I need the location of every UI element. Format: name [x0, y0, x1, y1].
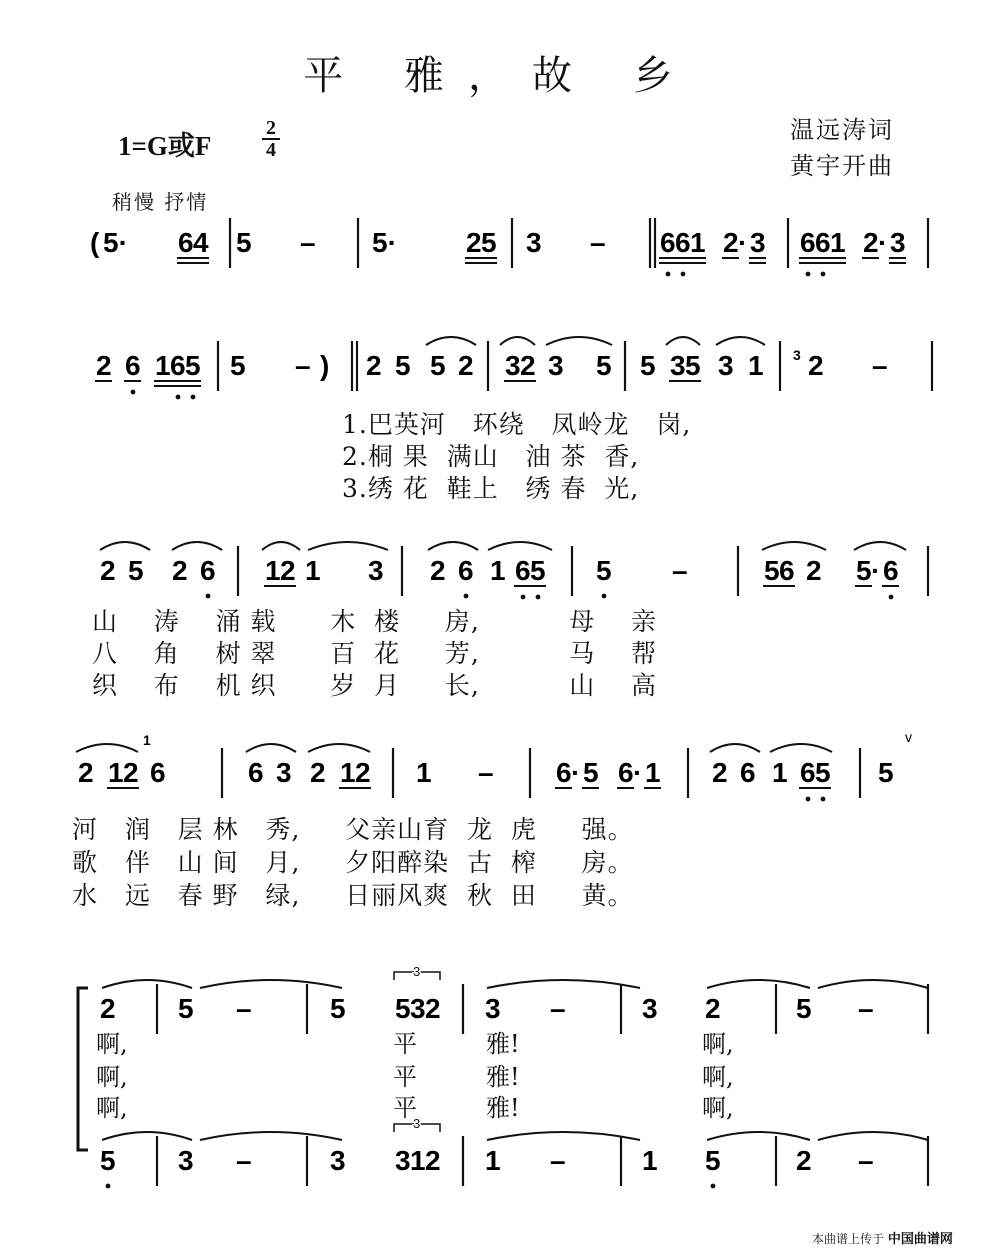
low-octave-dot [536, 595, 541, 600]
verse2-line3: 歌 伴 山 间 月, 夕阳醉染 古 榨 房。 [72, 848, 634, 877]
note-digit: 3 [276, 757, 292, 788]
note-digit: 3 [395, 1145, 411, 1176]
note-digit: 3 [410, 993, 426, 1024]
note-digit: 3 [670, 350, 686, 381]
note-digit: 1 [690, 227, 706, 258]
verse2-line2: 八 角 树 翠 百 花 芳, 马 帮 [92, 639, 658, 668]
note-digit: 6 [740, 757, 756, 788]
note-digit: 5 [583, 757, 599, 788]
note-digit: 2 [806, 555, 822, 586]
note-digit: 1 [305, 555, 321, 586]
slur-arc [854, 542, 906, 550]
note-digit: 6 [200, 555, 216, 586]
time-signature-top: 2 [262, 118, 280, 140]
note-digit: 5 [815, 757, 831, 788]
slur-arc [487, 980, 640, 988]
note-digit: 3 [330, 1145, 346, 1176]
slur-arc [770, 744, 832, 752]
verse1-line1: 1.巴英河 环绕 凤岭龙 岗, [342, 410, 692, 439]
note-digit: 6 [515, 555, 531, 586]
note-digit: 2 [123, 757, 139, 788]
note-digit: 5 [430, 350, 446, 381]
note-digit: 3 [890, 227, 906, 258]
chorus-lyric-ping: 平 [393, 1094, 417, 1122]
meter-change-mark: 3 [793, 347, 801, 363]
low-octave-dot [602, 594, 607, 599]
note-digit: 1 [416, 757, 432, 788]
slur-arc [200, 980, 342, 988]
note-digit: 1 [340, 757, 356, 788]
slur-arc [102, 980, 192, 988]
note-digit: 2 [100, 555, 116, 586]
low-octave-dot [806, 797, 811, 802]
low-octave-dot [821, 272, 826, 277]
note-digit: 2 [808, 350, 824, 381]
note-digit: 3 [505, 350, 521, 381]
footer-prefix: 本曲谱上传于 [812, 1232, 885, 1246]
slur-arc [308, 744, 370, 752]
verse2-line1: 2.桐 果 满山 油 茶 香, [342, 442, 640, 471]
slur-arc [426, 337, 476, 345]
slur-arc [707, 980, 810, 988]
slur-arc [500, 337, 535, 345]
chorus-lyric-ya: 雅! [486, 1030, 520, 1058]
note-digit: 6 [800, 757, 816, 788]
slur-arc [818, 980, 928, 988]
chorus-lyric-ping: 平 [393, 1030, 417, 1058]
slur-arc [76, 744, 138, 752]
note-digit: 1 [410, 1145, 426, 1176]
note-digit: 5 [640, 350, 656, 381]
triplet-number: 3 [413, 1116, 421, 1131]
low-octave-dot [821, 797, 826, 802]
note-digit: 5 [236, 227, 252, 258]
note-digit: 5 [100, 1145, 116, 1176]
note-digit: – [236, 993, 252, 1024]
low-octave-dot [806, 272, 811, 277]
note-digit: 1 [748, 350, 764, 381]
note-digit: 2 [712, 757, 728, 788]
chorus-lyric-b: 啊, [702, 1094, 734, 1122]
slur-arc [308, 542, 388, 550]
footer-credit [812, 1228, 953, 1247]
meter-change-mark: 1 [143, 732, 151, 748]
note-digit: 4 [193, 227, 209, 258]
tempo-marking: 稍慢 抒情 [112, 190, 209, 214]
slur-arc [428, 542, 478, 550]
slur-arc [487, 1132, 640, 1140]
note-digit: 2 [863, 227, 879, 258]
note-digit: ) [320, 350, 330, 381]
low-octave-dot [131, 390, 136, 395]
composer-credit: 黄宇开曲 [790, 152, 894, 180]
note-digit: 5 [230, 350, 246, 381]
slur-arc [716, 337, 765, 345]
note-digit: 6 [800, 227, 816, 258]
slur-arc [707, 1132, 810, 1140]
low-octave-dot [711, 1184, 716, 1189]
note-digit: 1 [485, 1145, 501, 1176]
note-digit: 3 [485, 993, 501, 1024]
note-digit: 5 [395, 350, 411, 381]
note-digit: 1 [830, 227, 846, 258]
triplet-number: 3 [413, 964, 421, 979]
note-digit: 5 [705, 1145, 721, 1176]
note-digit: 2 [520, 350, 536, 381]
note-digit: · [871, 555, 881, 586]
verse3-line3: 水 远 春 野 绿, 日丽风爽 秋 田 黄。 [72, 881, 634, 910]
note-digit: 5 [596, 555, 612, 586]
verse3-line1: 3.绣 花 鞋上 绣 春 光, [342, 474, 640, 503]
note-digit: 3 [368, 555, 384, 586]
note-digit: 2 [466, 227, 482, 258]
note-digit: 5 [128, 555, 144, 586]
note-digit: 1 [490, 555, 506, 586]
note-digit: 6 [675, 227, 691, 258]
note-digit: 2 [366, 350, 382, 381]
note-digit: 2 [96, 350, 112, 381]
breath-mark: v [905, 729, 912, 745]
note-digit: 3 [642, 993, 658, 1024]
note-digit: 1 [155, 350, 171, 381]
slur-arc [102, 1132, 192, 1140]
note-digit: 2 [723, 227, 739, 258]
note-digit: 6 [779, 555, 795, 586]
note-digit: – [872, 350, 888, 381]
note-digit: – [858, 993, 874, 1024]
slur-arc [100, 542, 150, 550]
low-octave-dot [106, 1184, 111, 1189]
note-digit: 2 [172, 555, 188, 586]
note-digit: 5 [596, 350, 612, 381]
low-octave-dot [521, 595, 526, 600]
key-signature: 1=G或F [118, 131, 212, 161]
slur-arc [172, 542, 222, 550]
note-digit: 6 [618, 757, 634, 788]
note-digit: 5 [685, 350, 701, 381]
note-digit: 5· [103, 227, 128, 258]
note-digit: – [590, 227, 606, 258]
note-digit: 6 [150, 757, 166, 788]
time-signature-bottom: 4 [266, 139, 276, 161]
verse3-line2: 织 布 机 织 岁 月 长, 山 高 [92, 671, 658, 700]
note-digit: 2 [458, 350, 474, 381]
note-digit: 6 [883, 555, 899, 586]
low-octave-dot [666, 272, 671, 277]
note-digit: 2 [430, 555, 446, 586]
note-digit: 5 [395, 993, 411, 1024]
slur-arc [710, 744, 760, 752]
note-digit: 2 [355, 757, 371, 788]
note-digit: – [672, 555, 688, 586]
note-digit: 5 [330, 993, 346, 1024]
note-digit: 1 [265, 555, 281, 586]
chorus-lyric-b: 啊, [702, 1063, 734, 1091]
note-digit: 3 [718, 350, 734, 381]
low-octave-dot [681, 272, 686, 277]
note-digit: 6 [660, 227, 676, 258]
note-digit: 5 [878, 757, 894, 788]
slur-arc [488, 542, 552, 550]
lyricist-credit: 温远涛词 [790, 116, 894, 144]
note-digit: – [236, 1145, 252, 1176]
note-digit: 1 [108, 757, 124, 788]
low-octave-dot [206, 594, 211, 599]
note-digit: 3 [548, 350, 564, 381]
site-logo-text: 中国曲谱网 [887, 1232, 953, 1247]
slur-arc [818, 1132, 928, 1140]
note-digit: 6 [556, 757, 572, 788]
low-octave-dot [176, 395, 181, 400]
chorus-lyric-ping: 平 [393, 1063, 417, 1091]
note-digit: ( [90, 227, 100, 258]
note-digit: 3 [526, 227, 542, 258]
low-octave-dot [889, 595, 894, 600]
note-digit: – [550, 1145, 566, 1176]
note-digit: 2 [425, 1145, 441, 1176]
note-digit: 6 [170, 350, 186, 381]
note-digit: 5· [372, 227, 397, 258]
note-digit: 2 [310, 757, 326, 788]
verse1-line2: 山 涛 涌 载 木 楼 房, 母 亲 [92, 607, 658, 636]
note-digit: 6 [248, 757, 264, 788]
note-digit: – [858, 1145, 874, 1176]
note-digit: 5 [481, 227, 497, 258]
note-digit: · [738, 227, 748, 258]
note-digit: 5 [764, 555, 780, 586]
slur-arc [546, 337, 612, 345]
note-digit: 6 [458, 555, 474, 586]
note-digit: 1 [645, 757, 661, 788]
note-digit: – [295, 350, 311, 381]
note-digit: – [478, 757, 494, 788]
note-digit: · [633, 757, 643, 788]
note-digit: 1 [642, 1145, 658, 1176]
note-digit: 5 [185, 350, 201, 381]
note-digit: 5 [796, 993, 812, 1024]
note-digit: · [878, 227, 888, 258]
chorus-lyric-ya: 雅! [486, 1063, 520, 1091]
chorus-lyric-b: 啊, [702, 1030, 734, 1058]
note-digit: – [300, 227, 316, 258]
note-digit: 3 [178, 1145, 194, 1176]
page-title: 平 雅，故 乡 [303, 53, 697, 99]
note-digit: · [571, 757, 581, 788]
note-digit: 3 [750, 227, 766, 258]
chorus-lyric-ya: 雅! [486, 1094, 520, 1122]
chorus-bracket [78, 988, 88, 1150]
note-digit: 2 [705, 993, 721, 1024]
slur-arc [246, 744, 296, 752]
note-digit: 2 [425, 993, 441, 1024]
note-digit: 5 [178, 993, 194, 1024]
slur-arc [200, 1132, 342, 1140]
note-digit: 6 [125, 350, 141, 381]
note-digit: 2 [280, 555, 296, 586]
note-digit: 6 [815, 227, 831, 258]
slur-arc [762, 542, 826, 550]
note-digit: 2 [796, 1145, 812, 1176]
note-digit: – [550, 993, 566, 1024]
chorus-lyric-a: 啊, [96, 1063, 128, 1091]
slur-arc [262, 542, 300, 550]
chorus-lyric-a: 啊, [96, 1094, 128, 1122]
note-digit: 5 [530, 555, 546, 586]
chorus-lyric-a: 啊, [96, 1030, 128, 1058]
note-digit: 6 [178, 227, 194, 258]
low-octave-dot [464, 594, 469, 599]
slur-arc [666, 337, 700, 345]
note-digit: 5 [856, 555, 872, 586]
note-digit: 1 [772, 757, 788, 788]
note-digit: 2 [100, 993, 116, 1024]
note-digit: 2 [78, 757, 94, 788]
low-octave-dot [191, 395, 196, 400]
verse1-line3: 河 润 层 林 秀, 父亲山育 龙 虎 强。 [72, 815, 634, 844]
